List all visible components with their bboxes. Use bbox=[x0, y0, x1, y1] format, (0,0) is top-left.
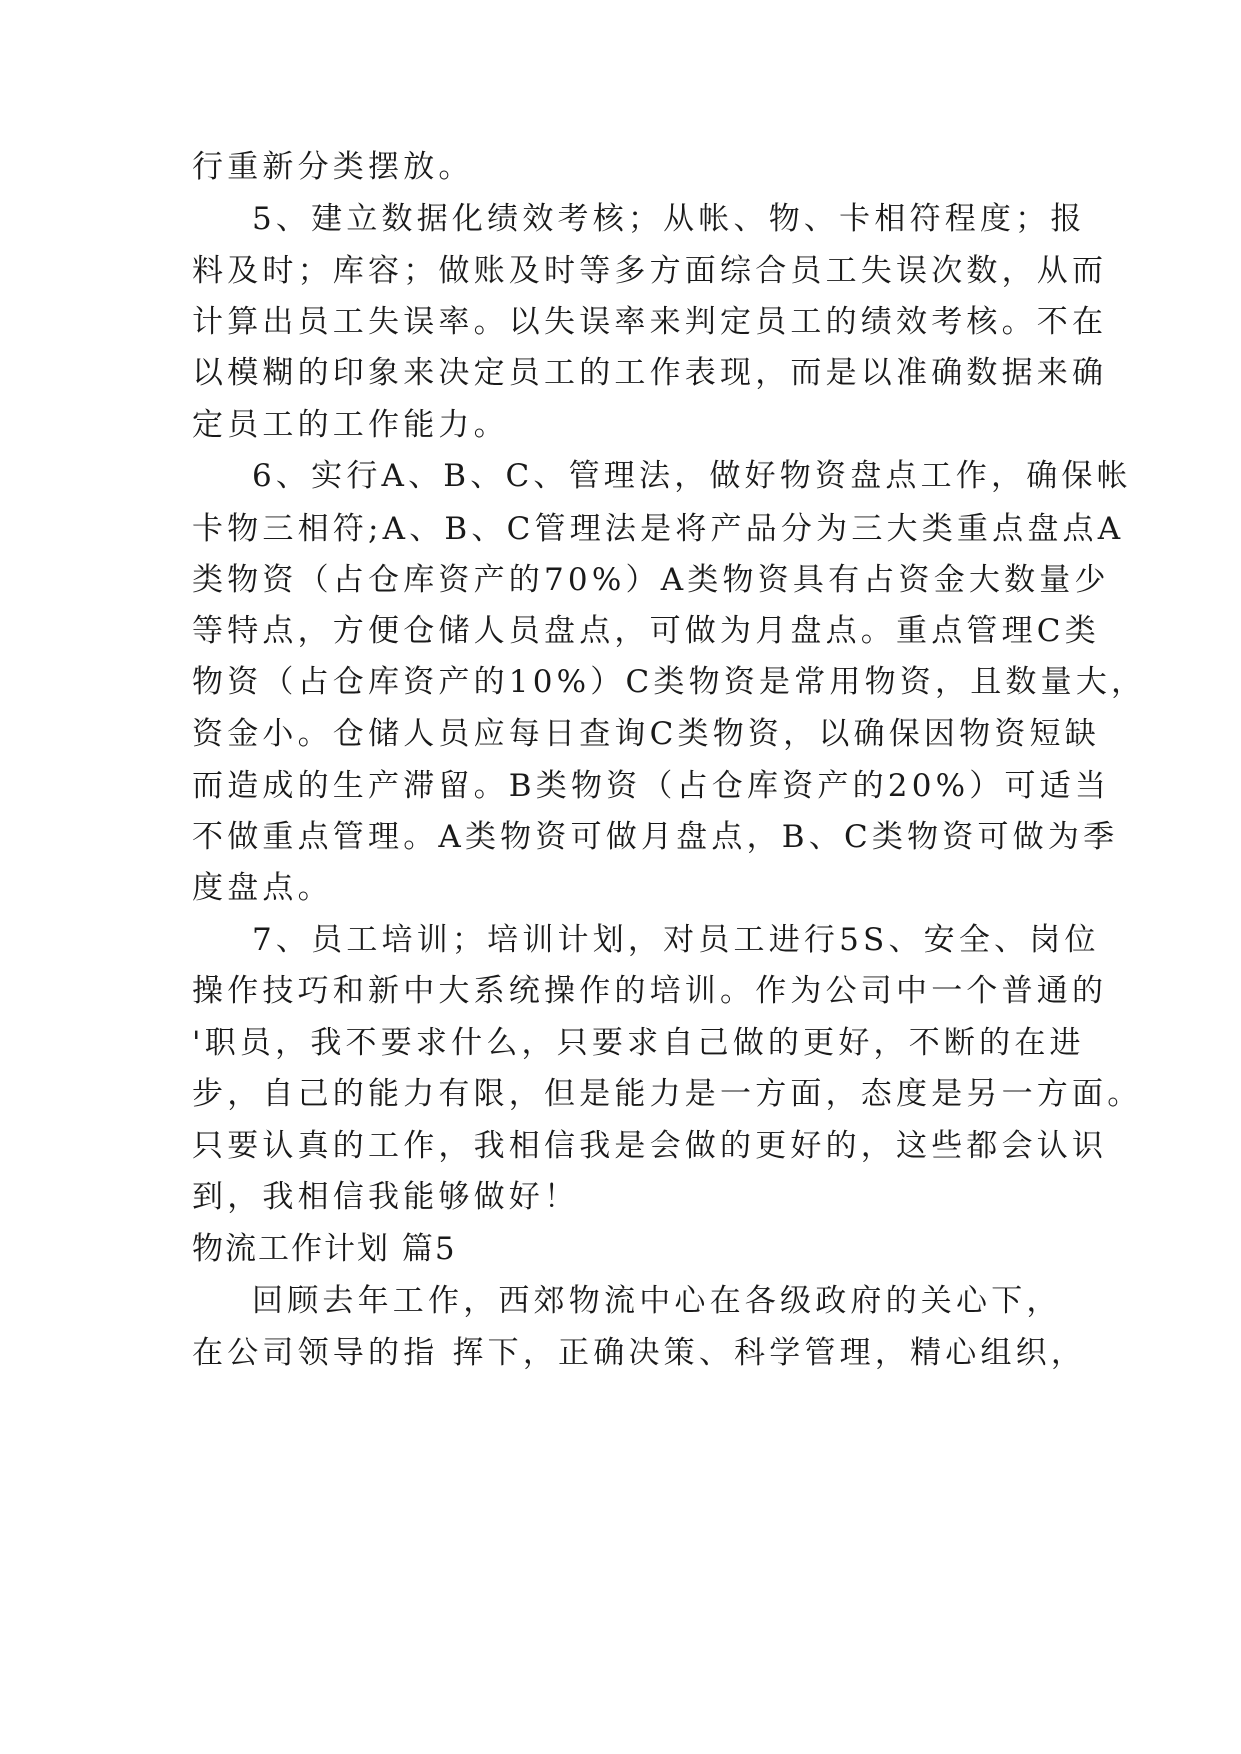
text-line: 卡物三相符;A、B、C管理法是将产品分为三大类重点盘点A bbox=[192, 511, 1125, 547]
text-line: 资金小。仓储人员应每日查询C类物资，以确保因物资短缺 bbox=[192, 716, 1100, 752]
text-line: 操作技巧和新中大系统操作的培训。作为公司中一个普通的 bbox=[192, 973, 1108, 1009]
text-line: 步，自己的能力有限，但是能力是一方面，态度是另一方面。 bbox=[192, 1076, 1143, 1112]
text-line: 5、建立数据化绩效考核；从帐、物、卡相符程度；报 bbox=[252, 201, 1086, 237]
text-line: 料及时；库容；做账及时等多方面综合员工失误次数，从而 bbox=[192, 253, 1108, 289]
text-line: 7、员工培训；培训计划，对员工进行5S、安全、岗位 bbox=[252, 922, 1100, 958]
text-line: 度盘点。 bbox=[192, 870, 333, 906]
text-line: '职员，我不要求什么，只要求自己做的更好，不断的在进 bbox=[192, 1025, 1085, 1061]
text-line: 以模糊的印象来决定员工的工作表现，而是以准确数据来确 bbox=[192, 355, 1108, 391]
text-line: 物资（占仓库资产的10%）C类物资是常用物资，且数量大， bbox=[192, 664, 1147, 700]
text-line: 6、实行A、B、C、管理法，做好物资盘点工作，确保帐 bbox=[252, 458, 1132, 494]
text-line: 等特点，方便仓储人员盘点，可做为月盘点。重点管理C类 bbox=[192, 613, 1100, 649]
text-line: 而造成的生产滞留。B类物资（占仓库资产的20%）可适当 bbox=[192, 768, 1111, 804]
text-line: 计算出员工失误率。以失误率来判定员工的绩效考核。不在 bbox=[192, 304, 1108, 340]
text-line: 类物资（占仓库资产的70%）A类物资具有占资金大数量少 bbox=[192, 562, 1110, 598]
text-line: 到，我相信我能够做好！ bbox=[192, 1179, 580, 1215]
text-line: 回顾去年工作，西郊物流中心在各级政府的关心下， bbox=[252, 1283, 1062, 1319]
text-line: 行重新分类摆放。 bbox=[192, 149, 474, 185]
text-line: 不做重点管理。A类物资可做月盘点，B、C类物资可做为季 bbox=[192, 819, 1119, 855]
section-title: 物流工作计划 篇5 bbox=[192, 1231, 457, 1267]
text-line: 在公司领导的指 挥下，正确决策、科学管理，精心组织， bbox=[192, 1335, 1087, 1371]
text-line: 只要认真的工作，我相信我是会做的更好的，这些都会认识 bbox=[192, 1128, 1108, 1164]
text-line: 定员工的工作能力。 bbox=[192, 407, 509, 443]
